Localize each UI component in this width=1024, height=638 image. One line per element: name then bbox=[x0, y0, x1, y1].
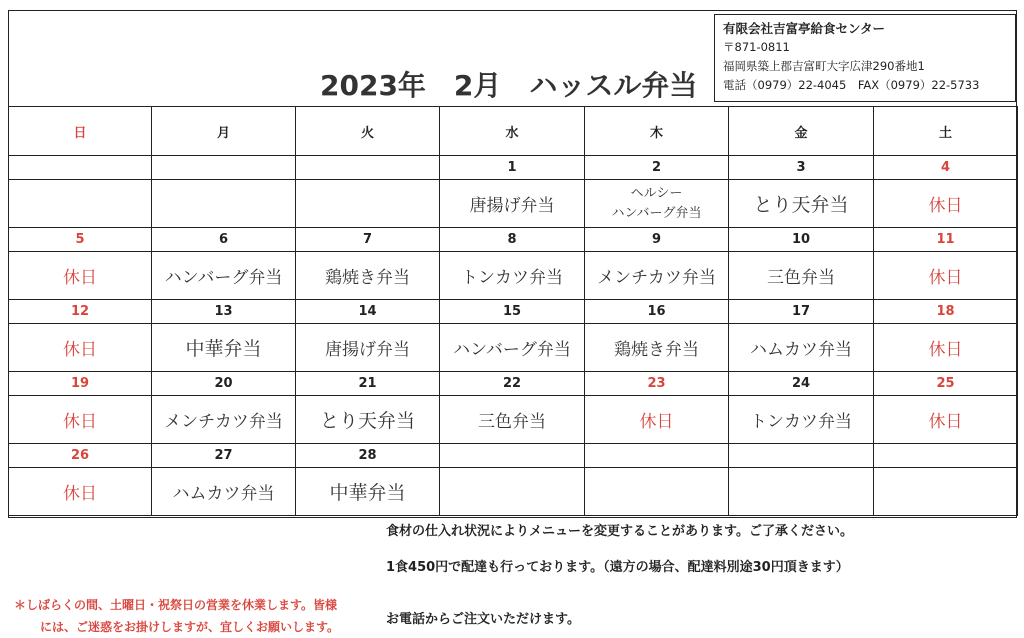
holiday-label: 休日 bbox=[874, 396, 1018, 444]
date-number: 16 bbox=[585, 300, 729, 324]
holiday-label: 休日 bbox=[874, 180, 1018, 228]
menu-item: ヘルシー ハンバーグ弁当 bbox=[585, 180, 729, 228]
date-number: 22 bbox=[440, 372, 585, 396]
date-number: 15 bbox=[440, 300, 585, 324]
date-number: 11 bbox=[874, 228, 1018, 252]
menu-item: 鶏焼き弁当 bbox=[585, 324, 729, 372]
date-row bbox=[9, 156, 1018, 180]
menu-row bbox=[9, 252, 1018, 300]
date-number: 14 bbox=[296, 300, 440, 324]
date-number: 18 bbox=[874, 300, 1018, 324]
holiday-label: 休日 bbox=[585, 396, 729, 444]
menu-row bbox=[9, 468, 1018, 516]
date-number: 19 bbox=[9, 372, 152, 396]
date-number bbox=[9, 156, 152, 180]
weekday-header: 木 bbox=[585, 107, 729, 156]
date-number: 27 bbox=[152, 444, 296, 468]
menu-item: トンカツ弁当 bbox=[440, 252, 585, 300]
menu-item bbox=[152, 180, 296, 228]
menu-item: 中華弁当 bbox=[296, 468, 440, 516]
menu-item bbox=[874, 468, 1018, 516]
date-row bbox=[9, 300, 1018, 324]
menu-item bbox=[296, 180, 440, 228]
date-number bbox=[729, 444, 874, 468]
date-number: 25 bbox=[874, 372, 1018, 396]
menu-item: ハムカツ弁当 bbox=[152, 468, 296, 516]
menu-item: トンカツ弁当 bbox=[729, 396, 874, 444]
weekday-header: 月 bbox=[152, 107, 296, 156]
date-number bbox=[440, 444, 585, 468]
holiday-label: 休日 bbox=[9, 324, 152, 372]
menu-item: メンチカツ弁当 bbox=[152, 396, 296, 444]
date-number: 20 bbox=[152, 372, 296, 396]
closure-notice bbox=[14, 594, 374, 638]
date-number: 28 bbox=[296, 444, 440, 468]
menu-row bbox=[9, 180, 1018, 228]
holiday-label: 休日 bbox=[874, 324, 1018, 372]
menu-item bbox=[729, 468, 874, 516]
date-number: 12 bbox=[9, 300, 152, 324]
note-delivery: 1食450円で配達も行っております。（遠方の場合、配達料別途30円頂きます） bbox=[386, 560, 849, 575]
page-title: 2023年 2月 ハッスル弁当 bbox=[320, 69, 698, 102]
menu-calendar bbox=[8, 106, 1018, 516]
note-phone-order: お電話からご注文いただけます。 bbox=[386, 612, 580, 627]
weekday-header-row bbox=[9, 107, 1018, 156]
date-number: 7 bbox=[296, 228, 440, 252]
holiday-label: 休日 bbox=[9, 252, 152, 300]
date-number bbox=[296, 156, 440, 180]
menu-item bbox=[440, 468, 585, 516]
date-number bbox=[585, 444, 729, 468]
company-info-box bbox=[714, 14, 1016, 102]
menu-item: とり天弁当 bbox=[296, 396, 440, 444]
date-number: 1 bbox=[440, 156, 585, 180]
date-row bbox=[9, 372, 1018, 396]
date-number bbox=[152, 156, 296, 180]
menu-item bbox=[9, 180, 152, 228]
date-row bbox=[9, 228, 1018, 252]
menu-item: とり天弁当 bbox=[729, 180, 874, 228]
menu-item: 三色弁当 bbox=[440, 396, 585, 444]
company-postal: 〒871-0811 bbox=[723, 40, 790, 54]
date-number: 17 bbox=[729, 300, 874, 324]
date-number: 26 bbox=[9, 444, 152, 468]
menu-item: 唐揚げ弁当 bbox=[296, 324, 440, 372]
closure-notice-line-1: ＊しばらくの間、土曜日・祝祭日の営業を休業します。皆様 bbox=[14, 598, 338, 612]
menu-item: 中華弁当 bbox=[152, 324, 296, 372]
date-number: 9 bbox=[585, 228, 729, 252]
menu-item: 鶏焼き弁当 bbox=[296, 252, 440, 300]
date-row bbox=[9, 444, 1018, 468]
weekday-header: 水 bbox=[440, 107, 585, 156]
weekday-header: 金 bbox=[729, 107, 874, 156]
holiday-label: 休日 bbox=[874, 252, 1018, 300]
menu-item: メンチカツ弁当 bbox=[585, 252, 729, 300]
date-number: 8 bbox=[440, 228, 585, 252]
company-name: 有限会社吉富亭給食センター bbox=[723, 21, 886, 36]
weekday-header: 土 bbox=[874, 107, 1018, 156]
weekday-header: 日 bbox=[9, 107, 152, 156]
weekday-header: 火 bbox=[296, 107, 440, 156]
date-number: 13 bbox=[152, 300, 296, 324]
date-number bbox=[874, 444, 1018, 468]
company-contact: 電話（0979）22-4045 FAX（0979）22-5733 bbox=[723, 78, 980, 92]
date-number: 2 bbox=[585, 156, 729, 180]
date-number: 24 bbox=[729, 372, 874, 396]
date-number: 6 bbox=[152, 228, 296, 252]
menu-item: 三色弁当 bbox=[729, 252, 874, 300]
holiday-label: 休日 bbox=[9, 468, 152, 516]
date-number: 4 bbox=[874, 156, 1018, 180]
menu-item: ハムカツ弁当 bbox=[729, 324, 874, 372]
date-number: 10 bbox=[729, 228, 874, 252]
company-address: 福岡県築上郡吉富町大字広津290番地1 bbox=[723, 59, 925, 73]
holiday-label: 休日 bbox=[9, 396, 152, 444]
menu-item: ハンバーグ弁当 bbox=[152, 252, 296, 300]
date-number: 23 bbox=[585, 372, 729, 396]
menu-row bbox=[9, 396, 1018, 444]
note-menu-change: 食材の仕入れ状況によりメニューを変更することがあります。ご了承ください。 bbox=[386, 524, 853, 539]
closure-notice-line-2: には、ご迷惑をお掛けしますが、宜しくお願いします。 bbox=[40, 620, 340, 634]
date-number: 3 bbox=[729, 156, 874, 180]
menu-item: 唐揚げ弁当 bbox=[440, 180, 585, 228]
date-number: 21 bbox=[296, 372, 440, 396]
menu-item bbox=[585, 468, 729, 516]
menu-row bbox=[9, 324, 1018, 372]
menu-item: ハンバーグ弁当 bbox=[440, 324, 585, 372]
date-number: 5 bbox=[9, 228, 152, 252]
